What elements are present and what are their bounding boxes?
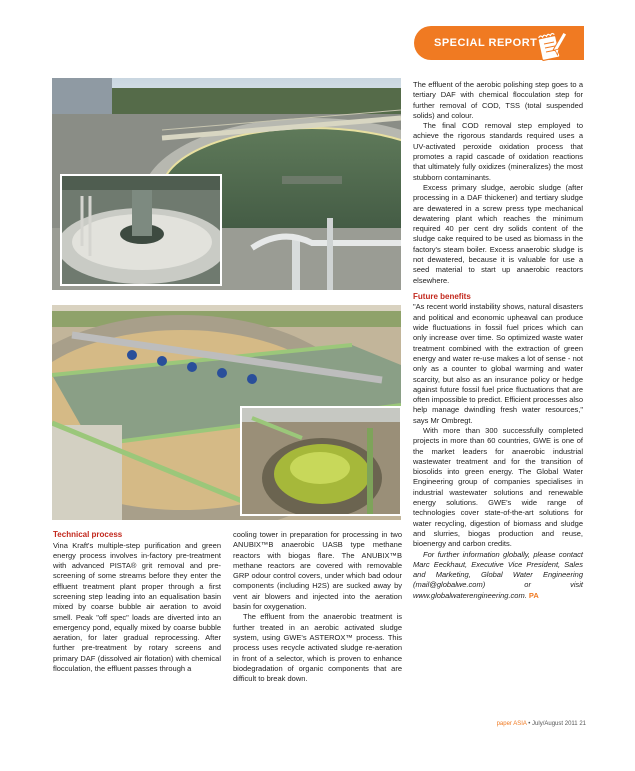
paragraph: cooling tower in preparation for processing in two ANUBIX™B anaerobic UASB type methane reactors with biogas flare. The ANUBIX™B methane reactors are covered with removable GRP odour control covers, under which bad odour components (including H2S) are sucked away by vent air blowers and injected into the aeration basin for oxygenation.	[233, 530, 402, 612]
paragraph: The final COD removal step employed to achieve the rigorous standards required uses a UV-activated peroxide oxidation process that promotes a rapid cascade of oxidation reactions that ultimately fully oxidizes (mineralizes) the most stubborn contaminants.	[413, 121, 583, 182]
clarifier-inset-photo	[60, 174, 222, 286]
paragraph: Excess primary sludge, aerobic sludge (after processing in a DAF thickener) and tertiary sludge are dewatered in a screw press type mechanical dewatering plant which reaches the minimum required 40 per cent dry solids content of the sludge cake required to be used as biomass in the factory's steam boiler. Excess anaerobic sludge is not dewatered, because it is valuable for use a seed material to start up anaerobic reactors elsewhere.	[413, 182, 583, 285]
contact-text: For further information globally, please contact Marc Eeckhaut, Executive Vice President, Sales and Marketing, Global Water Engineering (mail@globalwe.com) or visit www.globalwaterengineering.com.	[413, 549, 583, 600]
footer-separator: •	[528, 721, 531, 727]
special-report-banner	[414, 26, 584, 60]
notepad-pencil-icon	[534, 28, 570, 64]
paragraph: The effluent from the anaerobic treatment is further treated in an aerobic activated sludge system, using GWE's ASTEROX™ process. This process uses recycle activated sludge re-aeration in front of a selector, which is proven to enhance biodegradation of organic components that are difficult to break down.	[233, 612, 402, 684]
section-heading-technical-process: Technical process	[53, 530, 123, 539]
issue-date: July/August 2011	[532, 721, 578, 727]
article-middle-column	[233, 530, 402, 684]
paragraph: Vina Kraft's multiple-step purification and green energy process involves in-factory pre-treatment with advanced PISTA® grit removal and pre-screening of some streams before they enter the effluent treatment plant proper through a first screening step leading into an equalisation basin mixed by coarse bubble air aeration to avoid smell. Peak "off spec" loads are diverted into an emergency pond, equally mixed by coarse bubble aeration, for later gradual reprocessing. After further pre-treatment by rotary screens and primary DAF (dissolved air flotation) with chemical flocculation, the effluent passes through a	[53, 540, 221, 674]
page-footer	[446, 721, 586, 727]
signoff-mark: PA	[528, 590, 539, 600]
article-left-column	[53, 530, 221, 674]
article-right-column	[413, 80, 583, 601]
magazine-brand: paper ASIA	[496, 721, 527, 727]
paragraph: With more than 300 successfully completed projects in more than 60 countries, GWE is one of the market leaders for anaerobic industrial wastewater treatment and for the transition of biosolids into green energy. The Global Water Engineering group of companies specialises in industrial wastewater solutions and renewable energy solutions. GWE's wide range of technologies cover state-of-the-art solutions for water recycling, digestion of biomass and sludge and slurries, biogas production and reuse, bioenergy and carbon credits.	[413, 426, 583, 549]
contact-paragraph	[413, 550, 583, 601]
anaerobic-reactor-inset-photo	[240, 406, 402, 516]
section-heading-future-benefits: Future benefits	[413, 291, 471, 301]
page-number: 21	[579, 721, 586, 727]
special-report-label: SPECIAL REPORT	[434, 37, 538, 49]
paragraph: The effluent of the aerobic polishing step goes to a tertiary DAF with chemical flocculation step for further removal of COD, TSS (total suspended solids) and colour.	[413, 80, 583, 120]
paragraph: "As recent world instability shows, natural disasters and political and economic upheaval can produce wide fluctuations in fossil fuel prices which can only increase over time. So optimized waste water treatment combined with the extraction of green energy and water re-use makes a lot of sense - not only as a counter to global warming and water scarcity, but also as an insurance policy or hedge against future fossil fuel price fluctuations that are often impossible to predict. Efficient processes also help manage dwindling fresh water resources," says Mr Ombregt.	[413, 302, 583, 425]
